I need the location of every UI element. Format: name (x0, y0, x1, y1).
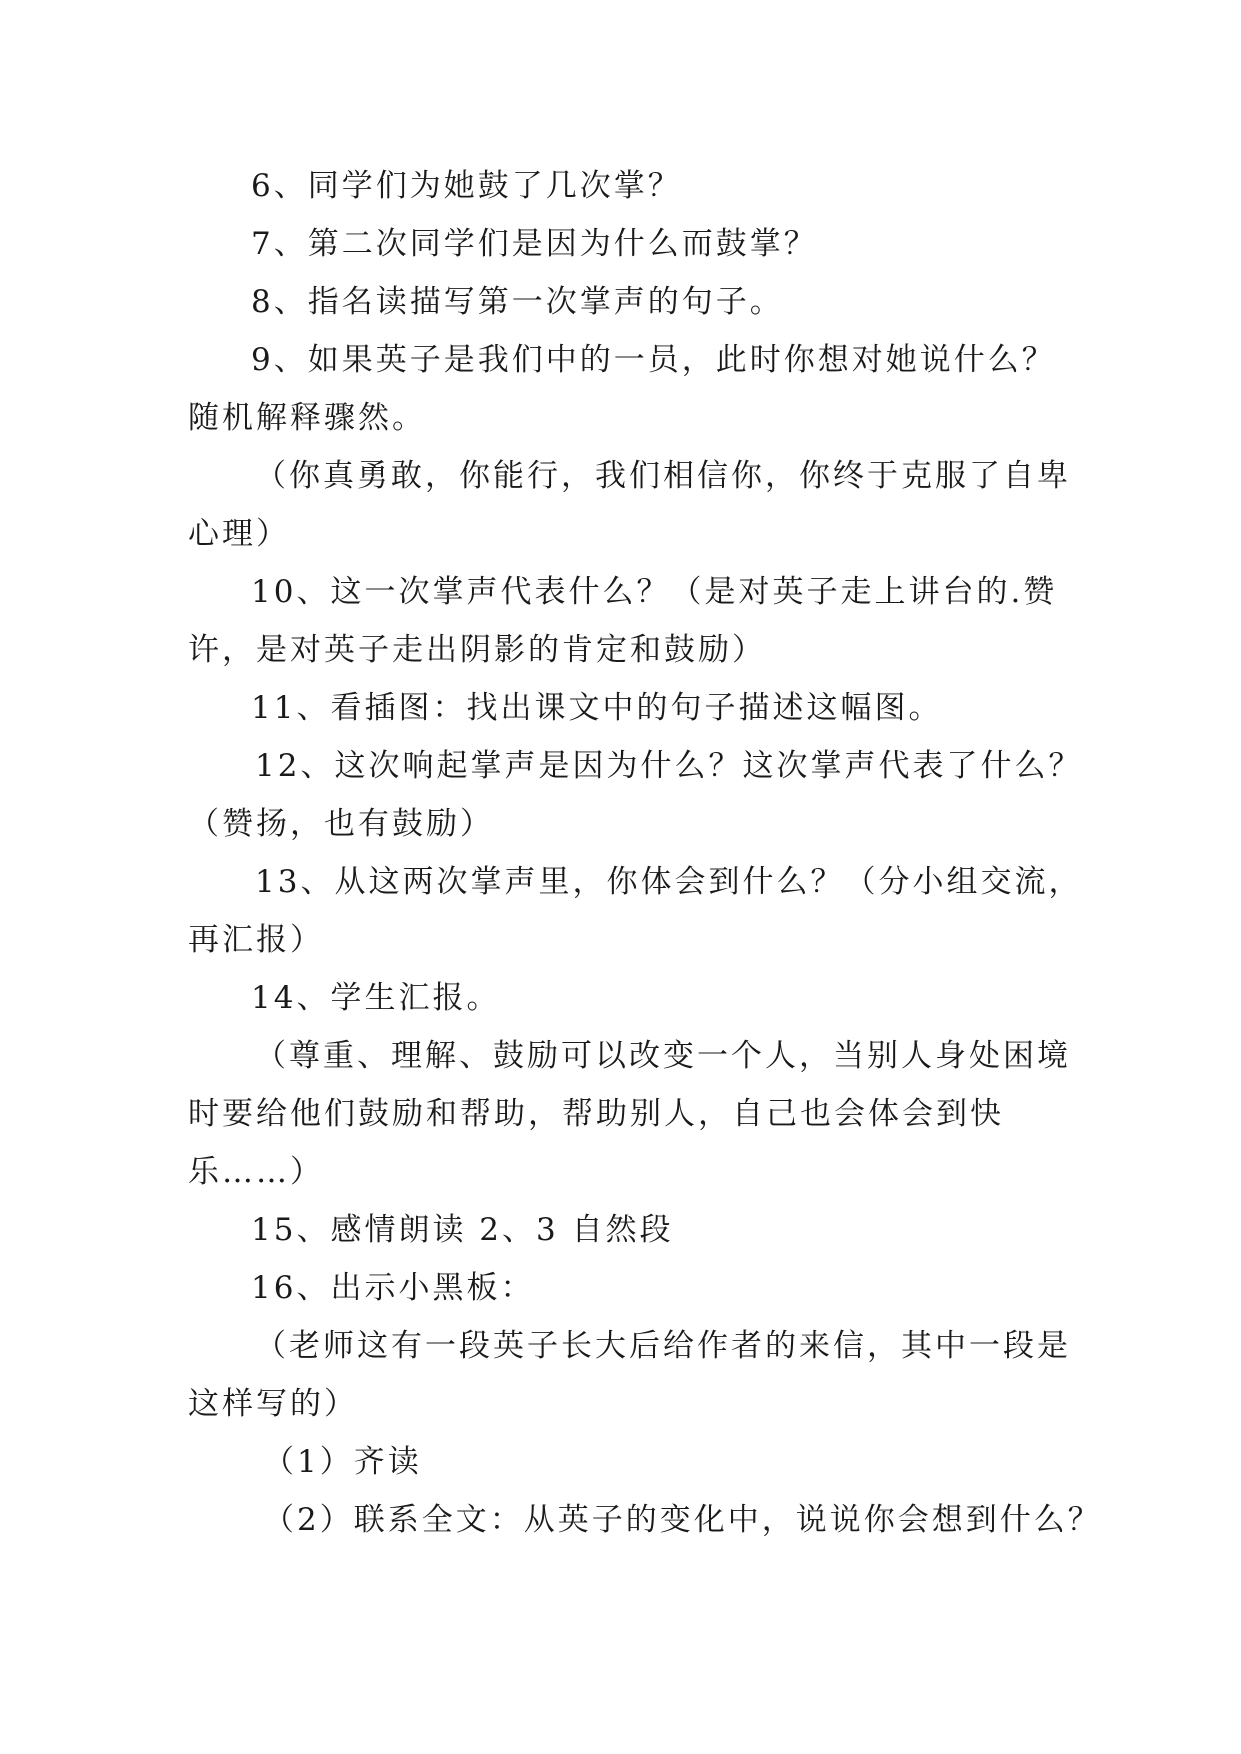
text-line: （老师这有一段英子长大后给作者的来信，其中一段是 (255, 1328, 1071, 1364)
text-line: （2）联系全文：从英子的变化中，说说你会想到什么？ (263, 1502, 1102, 1538)
text-line: 6、同学们为她鼓了几次掌？ (251, 168, 682, 204)
text-line: 这样写的） (188, 1386, 358, 1422)
text-line: 随机解释骤然。 (188, 400, 426, 436)
text-line: 再汇报） (188, 922, 324, 958)
text-line: 11、看插图：找出课文中的句子描述这幅图。 (251, 690, 943, 726)
text-line: 9、如果英子是我们中的一员，此时你想对她说什么？ (251, 342, 1056, 378)
text-line: 8、指名读描写第一次掌声的句子。 (251, 284, 784, 320)
text-line: （1）齐读 (263, 1444, 422, 1480)
text-line: （尊重、理解、鼓励可以改变一个人，当别人身处困境 (255, 1038, 1071, 1074)
text-line: 15、感情朗读 2、3 自然段 (251, 1212, 674, 1248)
text-line: 许，是对英子走出阴影的肯定和鼓励） (188, 632, 766, 668)
text-line: 12、这次响起掌声是因为什么？这次掌声代表了什么？ (255, 748, 1083, 784)
text-line: 时要给他们鼓励和帮助，帮助别人，自己也会体会到快 (188, 1096, 1004, 1132)
text-line: 16、出示小黑板： (251, 1270, 535, 1306)
text-line: （赞扬，也有鼓励） (188, 806, 494, 842)
text-line: 心理） (188, 516, 290, 552)
text-line: 7、第二次同学们是因为什么而鼓掌？ (251, 226, 818, 262)
text-line: 10、这一次掌声代表什么？（是对英子走上讲台的.赞 (251, 574, 1058, 610)
text-line: （你真勇敢，你能行，我们相信你，你终于克服了自卑 (255, 458, 1071, 494)
text-line: 14、学生汇报。 (251, 980, 501, 1016)
text-line: 乐……） (188, 1154, 324, 1190)
text-line: 13、从这两次掌声里，你体会到什么？（分小组交流， (255, 864, 1083, 900)
